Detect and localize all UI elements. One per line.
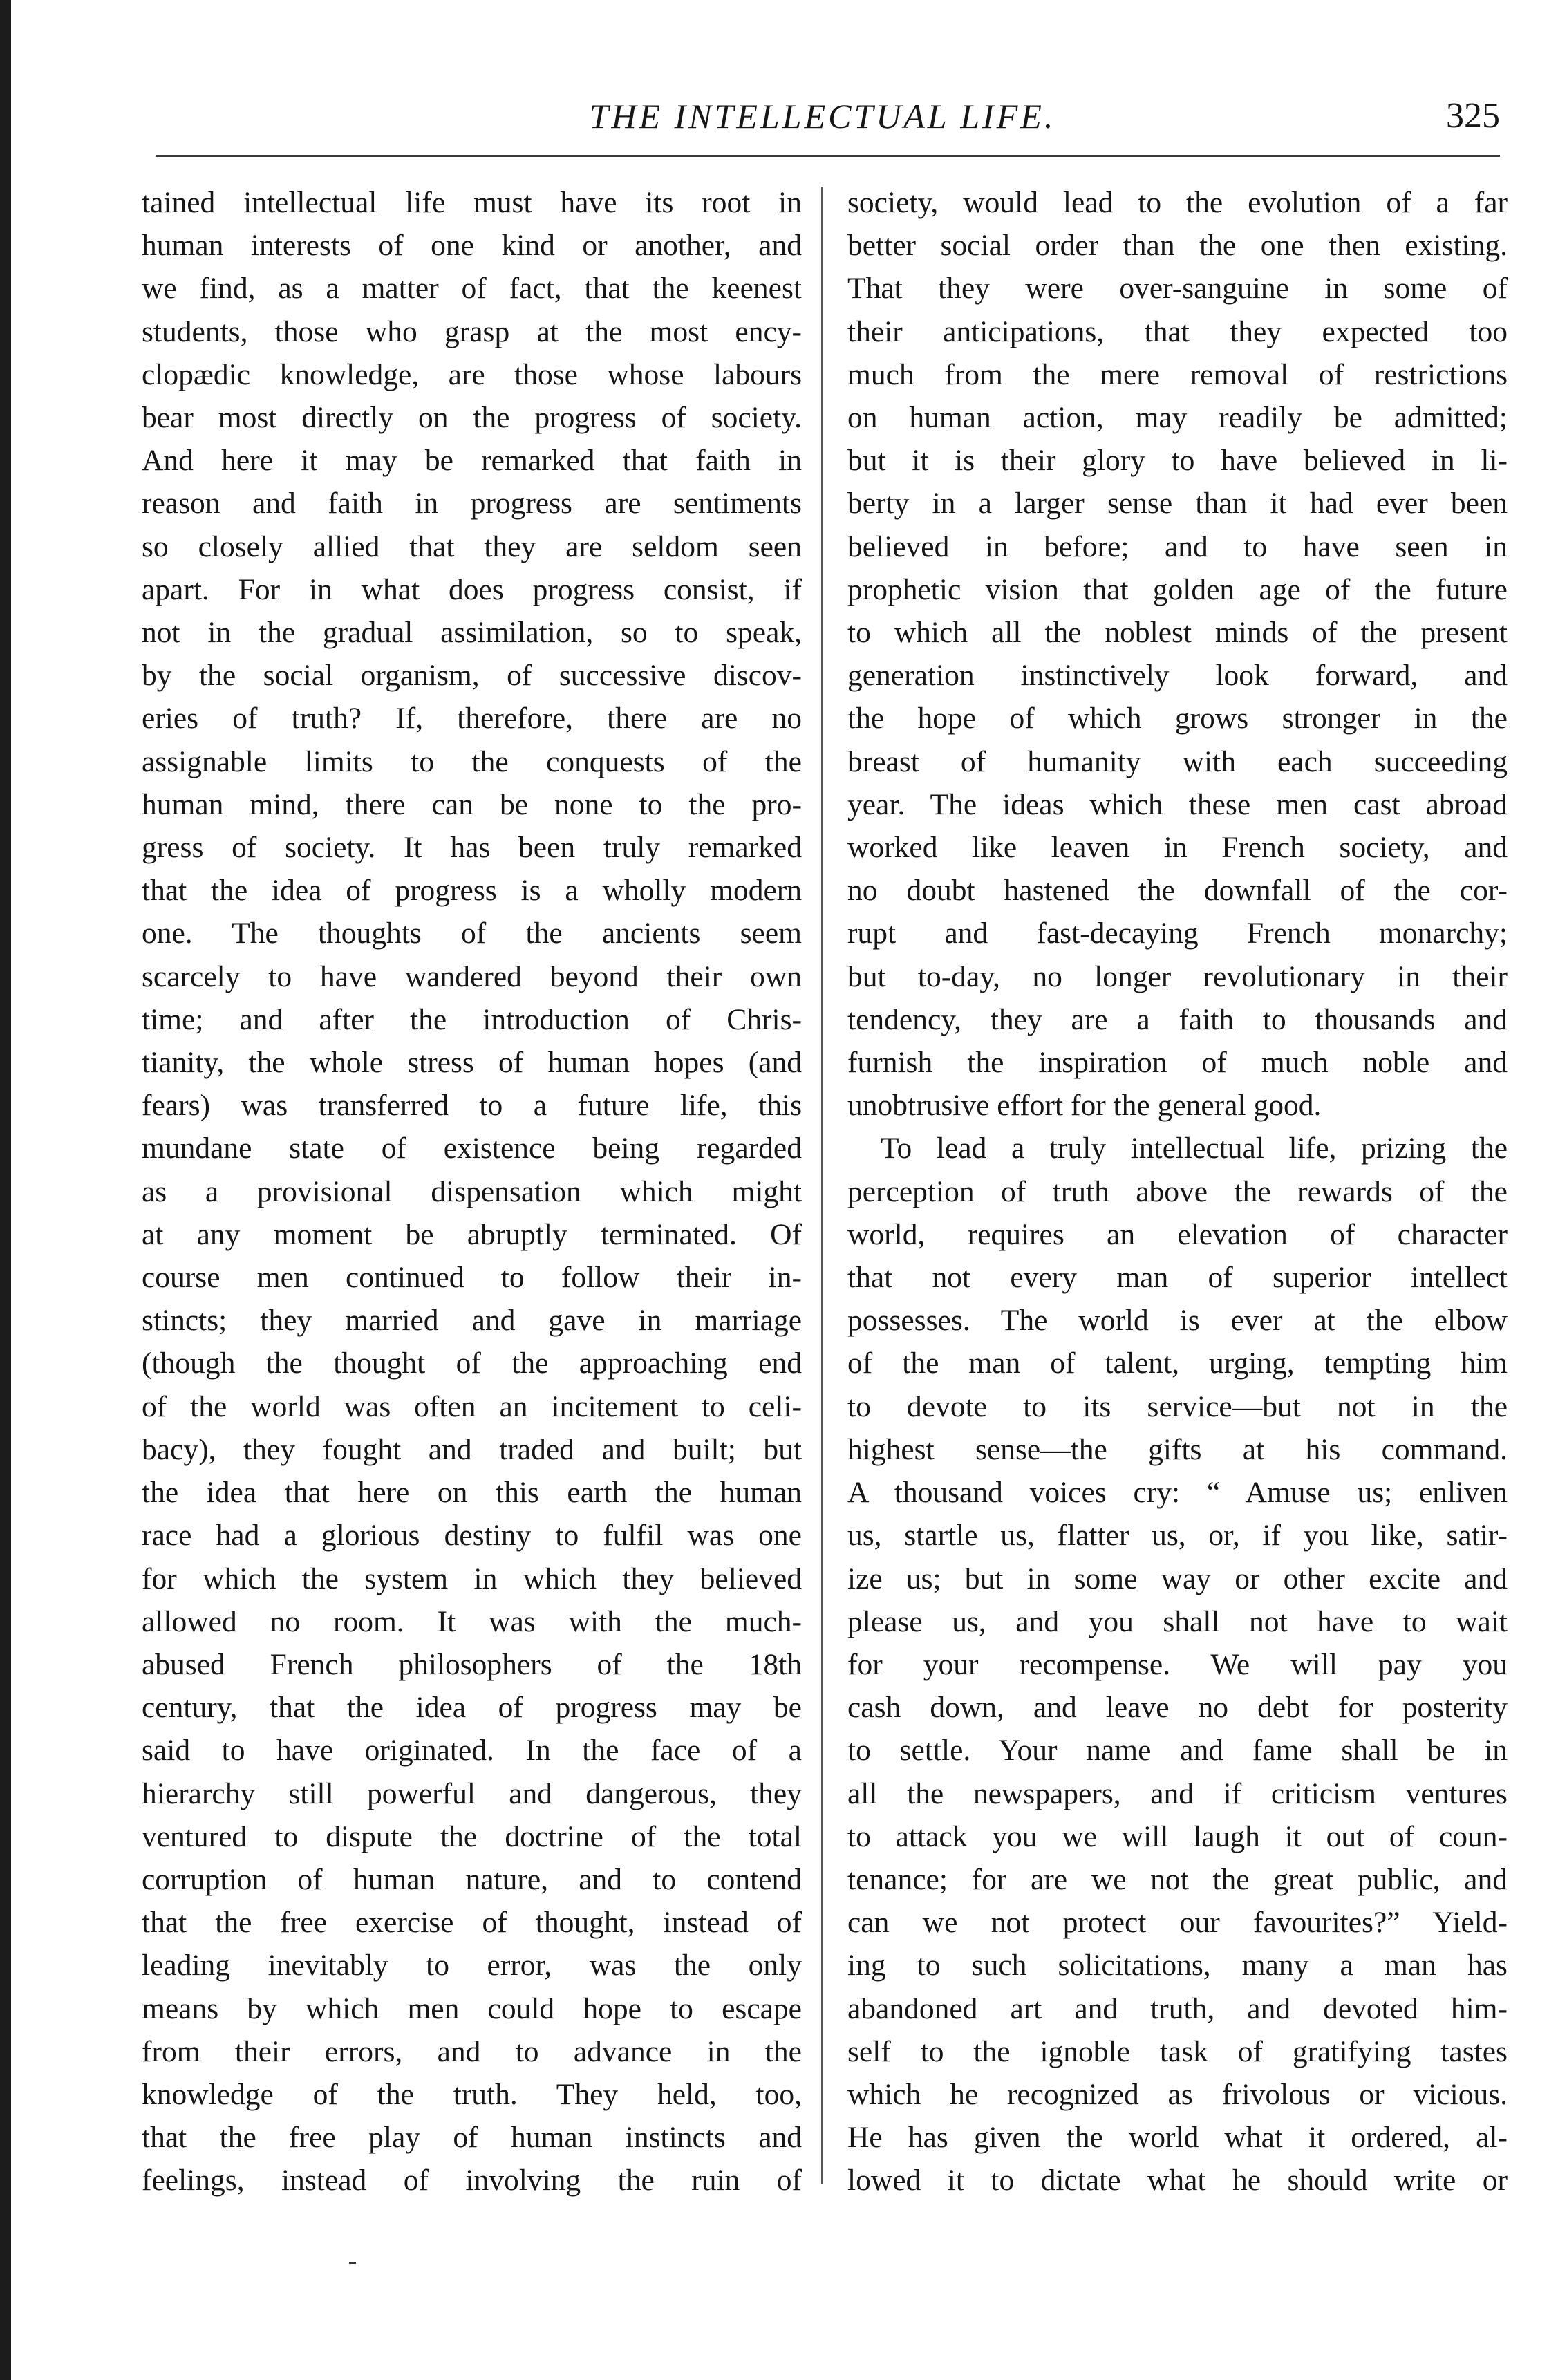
text-line: tained intellectual life must have its root in (142, 186, 802, 219)
text-line: year. The ideas which these men cast abroad (847, 787, 1508, 821)
text-line: bear most directly on the progress of society. (142, 401, 802, 435)
text-line: ize us; but in some way or other excite and (847, 1562, 1508, 1595)
text-line: to which all the noblest minds of the present (847, 616, 1508, 650)
text-line: that the idea of progress is a wholly modern (142, 874, 802, 908)
text-line: fears) was transferred to a future life, this (142, 1089, 802, 1123)
text-line: And here it may be remarked that faith in (142, 444, 802, 478)
text-line: to attack you we will laugh it out of coun- (847, 1819, 1508, 1853)
text-line: one. The thoughts of the ancients seem (142, 917, 802, 950)
column-rule (821, 187, 823, 2184)
text-line: highest sense—the gifts at his command. (847, 1432, 1508, 1466)
text-line: the hope of which grows stronger in the (847, 702, 1508, 735)
text-line: their anticipations, that they expected too (847, 315, 1508, 348)
text-line: abused French philosophers of the 18th (142, 1647, 802, 1681)
text-line: apart. For in what does progress consist, if (142, 572, 802, 606)
text-line: students, those who grasp at the most ency- (142, 315, 802, 348)
text-line: all the newspapers, and if criticism ventures (847, 1777, 1508, 1810)
text-line: by the social organism, of successive discov- (142, 659, 802, 693)
printer-mark (349, 2262, 356, 2264)
text-line: generation instinctively look forward, and (847, 659, 1508, 693)
text-line: tendency, they are a faith to thousands and (847, 1002, 1508, 1036)
running-title: THE INTELLECTUAL LIFE. (589, 97, 1056, 135)
text-line-paragraph-start: To lead a truly intellectual life, prizing the (881, 1132, 1508, 1165)
text-line: us, startle us, flatter us, or, if you like, satir- (847, 1519, 1508, 1553)
text-line: the idea that here on this earth the human (142, 1476, 802, 1510)
text-line: stincts; they married and gave in marriage (142, 1304, 802, 1338)
text-line: but to-day, no longer revolutionary in their (847, 959, 1508, 993)
text-line: that the free exercise of thought, instead of (142, 1906, 802, 1940)
text-line: that the free play of human instincts and (142, 2121, 802, 2155)
text-line: no doubt hastened the downfall of the cor- (847, 874, 1508, 908)
text-line: mundane state of existence being regarded (142, 1132, 802, 1165)
text-line: time; and after the introduction of Chris- (142, 1002, 802, 1036)
text-line: prophetic vision that golden age of the future (847, 572, 1508, 606)
text-line: at any moment be abruptly terminated. Of (142, 1217, 802, 1251)
right-column (847, 181, 1508, 2202)
text-line: believed in before; and to have seen in (847, 530, 1508, 563)
text-line: not in the gradual assimilation, so to speak, (142, 616, 802, 650)
text-line: eries of truth? If, therefore, there are no (142, 702, 802, 735)
text-line: lowed it to dictate what he should write or (847, 2164, 1508, 2198)
text-line: cash down, and leave no debt for posterity (847, 1691, 1508, 1725)
text-line: abandoned art and truth, and devoted him- (847, 1992, 1508, 2025)
text-line: self to the ignoble task of gratifying tastes (847, 2034, 1508, 2068)
text-line: much from the mere removal of restrictions (847, 357, 1508, 391)
text-line: so closely allied that they are seldom seen (142, 530, 802, 563)
left-column (142, 181, 802, 2202)
text-line: ventured to dispute the doctrine of the total (142, 1819, 802, 1853)
text-line: That they were over-sanguine in some of (847, 272, 1508, 306)
text-line: scarcely to have wandered beyond their own (142, 959, 802, 993)
text-line: means by which men could hope to escape (142, 1992, 802, 2025)
text-line: for which the system in which they believed (142, 1562, 802, 1595)
text-line: said to have originated. In the face of a (142, 1734, 802, 1768)
text-line: leading inevitably to error, was the only (142, 1949, 802, 1983)
text-line: human mind, there can be none to the pro- (142, 787, 802, 821)
text-line: from their errors, and to advance in the (142, 2034, 802, 2068)
header-rule (156, 155, 1500, 157)
text-line: assignable limits to the conquests of the (142, 744, 802, 778)
text-line: course men continued to follow their in- (142, 1261, 802, 1295)
text-line: race had a glorious destiny to fulfil was one (142, 1519, 802, 1553)
text-line: tenance; for are we not the great public, and (847, 1862, 1508, 1896)
text-line-paragraph-end: unobtrusive effort for the general good. (847, 1089, 1322, 1123)
text-line: of the man of talent, urging, tempting him (847, 1347, 1508, 1380)
text-line: century, that the idea of progress may be (142, 1691, 802, 1725)
text-line: for your recompense. We will pay you (847, 1647, 1508, 1681)
text-line: tianity, the whole stress of human hopes (and (142, 1046, 802, 1080)
text-line: which he recognized as frivolous or vicious. (847, 2077, 1508, 2111)
text-line: that not every man of superior intellect (847, 1261, 1508, 1295)
text-line: possesses. The world is ever at the elbow (847, 1304, 1508, 1338)
text-line: can we not protect our favourites?” Yield- (847, 1906, 1508, 1940)
text-line: to settle. Your name and fame shall be in (847, 1734, 1508, 1768)
text-line: world, requires an elevation of character (847, 1217, 1508, 1251)
text-line: please us, and you shall not have to wait (847, 1604, 1508, 1638)
text-line: clopædic knowledge, are those whose labours (142, 357, 802, 391)
text-line: A thousand voices cry: “ Amuse us; enliven (847, 1476, 1508, 1510)
text-line: corruption of human nature, and to contend (142, 1862, 802, 1896)
text-line: to devote to its service—but not in the (847, 1389, 1508, 1423)
text-line: knowledge of the truth. They held, too, (142, 2077, 802, 2111)
text-line: of the world was often an incitement to celi- (142, 1389, 802, 1423)
text-line: perception of truth above the rewards of the (847, 1174, 1508, 1208)
text-line: reason and faith in progress are sentiments (142, 487, 802, 521)
text-line: we find, as a matter of fact, that the keenest (142, 272, 802, 306)
text-line: as a provisional dispensation which might (142, 1174, 802, 1208)
text-line: furnish the inspiration of much noble and (847, 1046, 1508, 1080)
text-line: bacy), they fought and traded and built; but (142, 1432, 802, 1466)
text-line: on human action, may readily be admitted; (847, 401, 1508, 435)
text-line: human interests of one kind or another, and (142, 229, 802, 263)
text-line: hierarchy still powerful and dangerous, they (142, 1777, 802, 1810)
text-line: (though the thought of the approaching end (142, 1347, 802, 1380)
text-line: rupt and fast-decaying French monarchy; (847, 917, 1508, 950)
text-line: feelings, instead of involving the ruin of (142, 2164, 802, 2198)
text-line: but it is their glory to have believed in li- (847, 444, 1508, 478)
text-line: breast of humanity with each succeeding (847, 744, 1508, 778)
text-line: berty in a larger sense than it had ever been (847, 487, 1508, 521)
book-spine-edge (0, 0, 11, 2380)
text-line: better social order than the one then existing. (847, 229, 1508, 263)
text-line: He has given the world what it ordered, al- (847, 2121, 1508, 2155)
text-line: ing to such solicitations, many a man has (847, 1949, 1508, 1983)
page-header (145, 88, 1500, 144)
text-line: society, would lead to the evolution of a far (847, 186, 1508, 219)
text-line: gress of society. It has been truly remarked (142, 831, 802, 865)
page-number: 325 (1446, 96, 1500, 135)
text-line: worked like leaven in French society, and (847, 831, 1508, 865)
text-line: allowed no room. It was with the much- (142, 1604, 802, 1638)
